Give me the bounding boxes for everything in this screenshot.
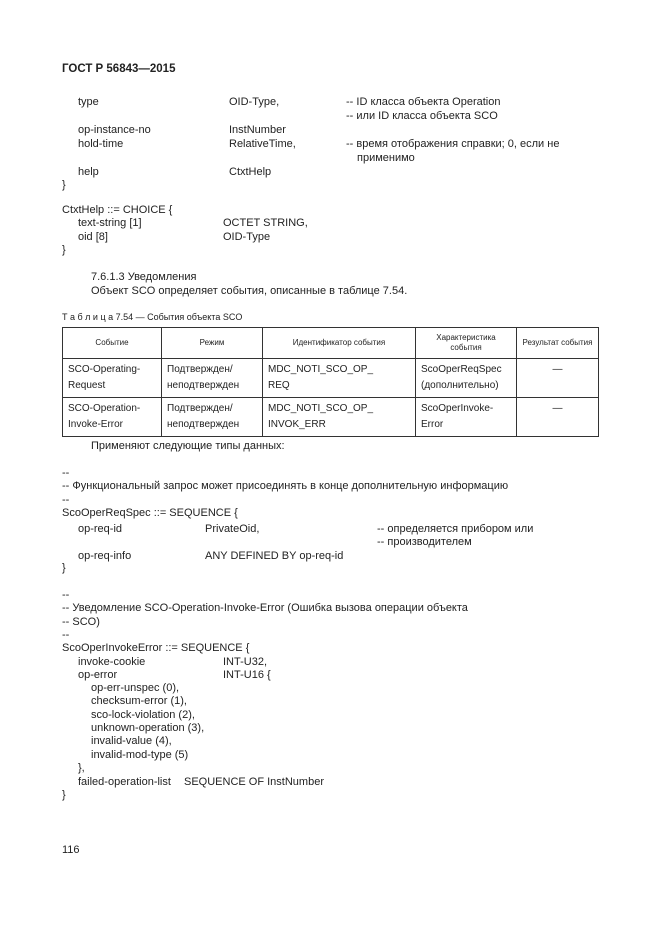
event-cell [63, 398, 162, 437]
event-id-cell [263, 398, 416, 437]
event-id-cell [263, 359, 416, 398]
field-type: OID-Type [223, 231, 271, 243]
cell-line: MDC_NOTI_SCO_OP_ [268, 403, 374, 414]
cell-line: Request [68, 380, 106, 391]
field-type: OCTET STRING, [223, 217, 308, 229]
field-type: CtxtHelp [229, 166, 272, 178]
table-row [63, 398, 599, 437]
characteristic-cell [416, 359, 517, 398]
type-definition-title: ScoOperInvokeError ::= SEQUENCE { [62, 642, 250, 654]
cell-line: Подтвержден/ [167, 364, 233, 375]
field-name: op-req-info [78, 550, 132, 562]
cell-line: (дополнительно) [421, 380, 499, 391]
field-comment: -- ID класса объекта Operation [346, 96, 501, 108]
cell-line: SCO-Operation- [68, 403, 141, 414]
field-comment: применимо [357, 152, 415, 164]
table-header-row [63, 328, 599, 359]
enum-value: op-err-unspec (0), [91, 682, 180, 694]
cell-line: Подтвержден/ [167, 403, 233, 414]
cell-line: ScoOperInvoke- [421, 403, 494, 414]
header-cell: Событие [63, 328, 162, 359]
document-header: ГОСТ Р 56843—2015 [62, 63, 176, 75]
field-comment: -- время отображения справки; 0, если не [346, 138, 560, 150]
cell-line: INVOK_ERR [268, 419, 326, 430]
header-cell: Режим [162, 328, 263, 359]
field-name: type [78, 96, 99, 108]
table-caption: Т а б л и ц а 7.54 — События объекта SCO [62, 312, 243, 322]
field-type: INT-U32, [223, 656, 268, 668]
cell-line: SCO-Operating- [68, 364, 141, 375]
type-definition-title: ScoOperReqSpec ::= SEQUENCE { [62, 507, 238, 519]
enum-value: invalid-value (4), [91, 735, 172, 747]
field-comment: -- определяется прибором или [377, 523, 534, 535]
comment-line: -- [62, 494, 70, 506]
enum-value: invalid-mod-type (5) [91, 749, 189, 761]
datatypes-text: Применяют следующие типы данных: [91, 440, 285, 452]
enum-value: checksum-error (1), [91, 695, 187, 707]
field-type: INT-U16 { [223, 669, 271, 681]
comment-line: -- Функциональный запрос может присоединять в конце дополнительную информацию [62, 480, 509, 492]
enum-value: sco-lock-violation (2), [91, 709, 195, 721]
field-comment: -- или ID класса объекта SCO [346, 110, 498, 122]
closing-brace: } [62, 789, 66, 801]
type-definition-title: CtxtHelp ::= CHOICE { [62, 204, 173, 216]
field-name: help [78, 166, 99, 178]
closing-brace: } [62, 179, 66, 191]
comment-line: -- [62, 467, 70, 479]
comment-line: -- [62, 589, 70, 601]
field-type: PrivateOid, [205, 523, 260, 535]
field-name: op-req-id [78, 523, 123, 535]
mode-cell [162, 398, 263, 437]
section-text: Объект SCO определяет события, описанные в таблице 7.54. [91, 285, 408, 297]
section-heading: 7.6.1.3 Уведомления [91, 271, 197, 283]
comment-line: -- [62, 629, 70, 641]
field-name: hold-time [78, 138, 124, 150]
field-type: InstNumber [229, 124, 286, 136]
cell-line: неподтвержден [167, 380, 240, 391]
characteristic-cell [416, 398, 517, 437]
field-name: op-instance-no [78, 124, 151, 136]
cell-line: Invoke-Error [68, 419, 124, 430]
comment-line: -- Уведомление SCO-Operation-Invoke-Error (Ошибка вызова операции объекта [62, 602, 468, 614]
event-cell [63, 359, 162, 398]
header-cell: Результат события [517, 328, 599, 359]
result-cell: — [517, 359, 599, 398]
cell-line: неподтвержден [167, 419, 240, 430]
field-name: failed-operation-list [78, 776, 171, 788]
cell-line: ScoOperReqSpec [421, 364, 502, 375]
field-type: OID-Type, [229, 96, 280, 108]
cell-line: MDC_NOTI_SCO_OP_ [268, 364, 374, 375]
enum-closing-brace: }, [78, 762, 85, 774]
closing-brace: } [62, 244, 66, 256]
field-name: oid [8] [78, 231, 108, 243]
field-type: RelativeTime, [229, 138, 296, 150]
field-type: ANY DEFINED BY op-req-id [205, 550, 344, 562]
field-name: op-error [78, 669, 118, 681]
header-cell: Характеристика события [416, 328, 517, 359]
comment-line: -- SCO) [62, 616, 100, 628]
header-cell: Идентификатор события [263, 328, 416, 359]
closing-brace: } [62, 562, 66, 574]
field-name: invoke-cookie [78, 656, 146, 668]
enum-value: unknown-operation (3), [91, 722, 205, 734]
field-comment: -- производителем [377, 536, 472, 548]
field-name: text-string [1] [78, 217, 142, 229]
cell-line: Error [421, 419, 444, 430]
field-type: SEQUENCE OF InstNumber [184, 776, 324, 788]
events-table [62, 327, 599, 437]
page-number: 116 [62, 844, 80, 856]
table-row [63, 359, 599, 398]
mode-cell [162, 359, 263, 398]
cell-line: REQ [268, 380, 290, 391]
result-cell: — [517, 398, 599, 437]
